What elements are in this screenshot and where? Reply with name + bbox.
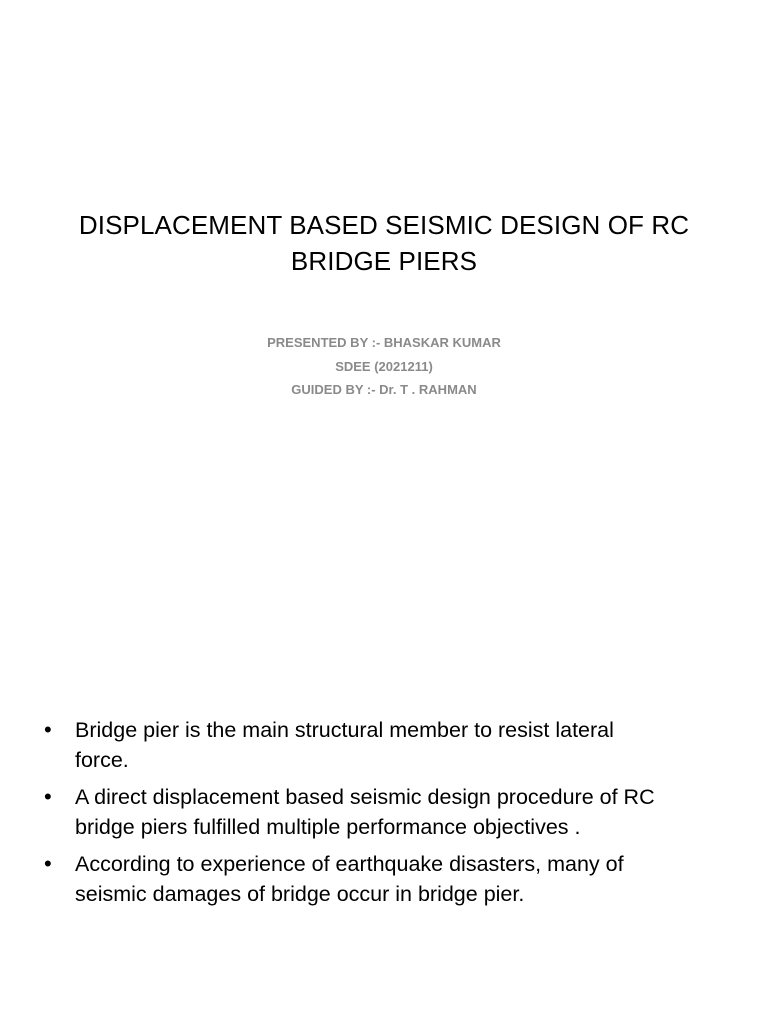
bullet-text-line: seismic damages of bridge occur in bridge pier. [75,882,525,906]
bullet-text-line: bridge piers fulfilled multiple performance objectives . [75,815,581,839]
title-line-1: DISPLACEMENT BASED SEISMIC DESIGN OF RC [78,210,690,240]
presenter-line: PRESENTED BY :- BHASKAR KUMAR [267,335,501,350]
guide-line: GUIDED BY :- Dr. T . RAHMAN [291,382,477,397]
bullet-list [44,715,734,916]
title-line-2: BRIDGE PIERS [290,246,478,276]
bullet-item [44,782,734,842]
bullet-item [44,849,734,909]
bullet-text-line: A direct displacement based seismic design procedure of RC [75,785,655,809]
department-line: SDEE (2021211) [335,358,433,374]
bullet-text-line: Bridge pier is the main structural member to resist lateral [75,718,614,742]
slide-subtitle [100,331,668,402]
bullet-item [44,715,734,775]
bullet-dot-icon: • [44,851,52,876]
slide-title [60,207,708,279]
bullet-dot-icon: • [44,717,52,742]
bullet-text-line: According to experience of earthquake disasters, many of [75,852,624,876]
bullet-text-line: force. [75,748,129,772]
bullet-dot-icon: • [44,784,52,809]
